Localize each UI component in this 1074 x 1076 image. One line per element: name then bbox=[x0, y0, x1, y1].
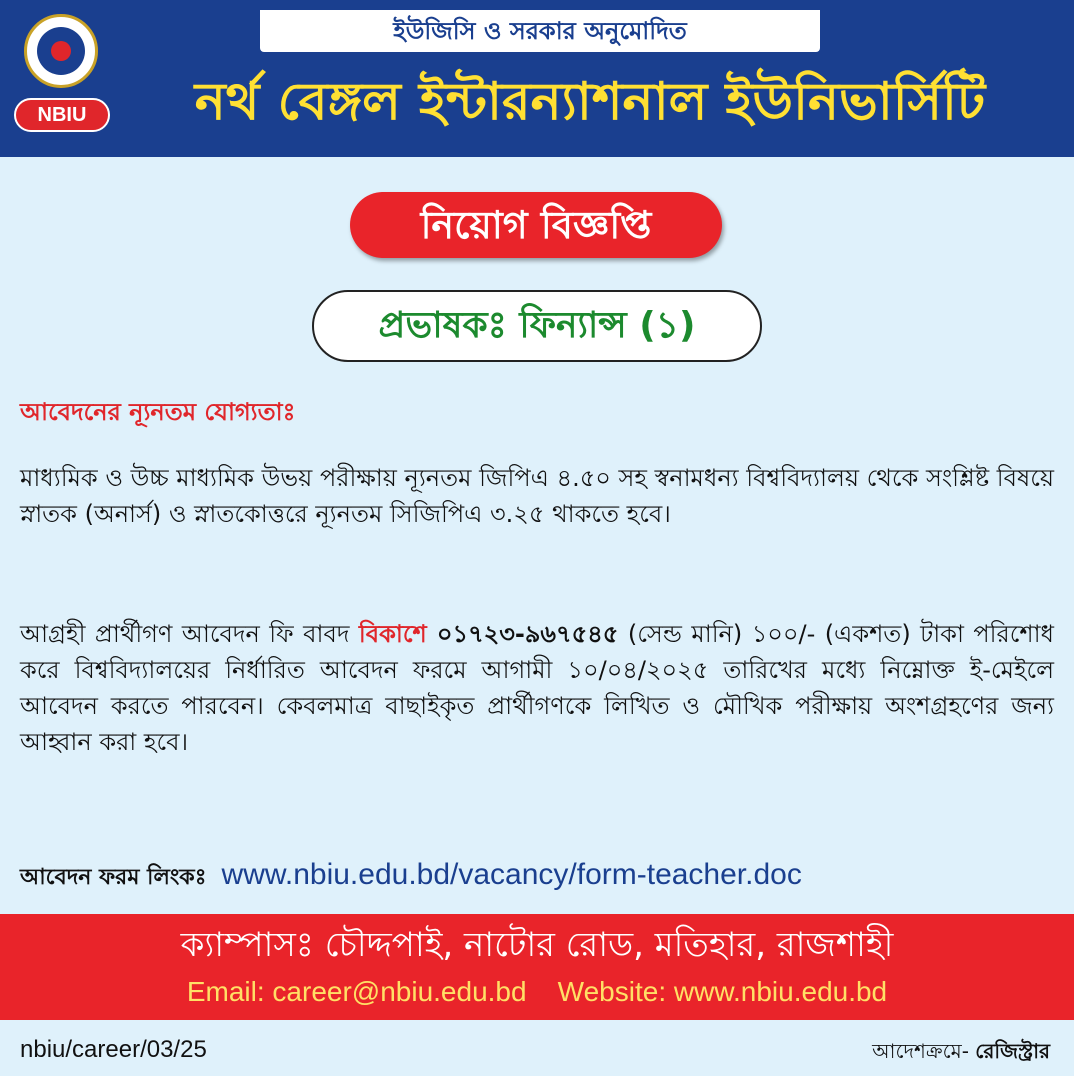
bkash-number: ০১৭২৩-৯৬৭৫৪৫ bbox=[426, 620, 619, 648]
application-text bbox=[20, 616, 1054, 760]
approval-banner: ইউজিসি ও সরকার অনুমোদিত bbox=[260, 10, 820, 52]
application-text-part1: আগ্রহী প্রার্থীগণ আবেদন ফি বাবদ bbox=[20, 620, 359, 648]
requirements-heading: আবেদনের ন্যূনতম যোগ্যতাঃ bbox=[20, 398, 296, 426]
header-banner bbox=[0, 0, 1074, 157]
logo-emblem-icon bbox=[24, 14, 98, 88]
notice-title: নিয়োগ বিজ্ঞপ্তি bbox=[350, 192, 722, 258]
form-link-label: আবেদন ফরম লিংকঃ bbox=[20, 865, 207, 890]
university-logo bbox=[14, 14, 110, 134]
requirements-text: মাধ্যমিক ও উচ্চ মাধ্যমিক উভয় পরীক্ষায় ন্যূনতম জিপিএ ৪.৫০ সহ স্বনামধন্য বিশ্ববিদ্যালয় থেকে সংশ্লিষ্ট বিষয়ে স্নাতক (অনার্স) ও স্নাতকোত্তরে ন্যূনতম সিজিপিএ ৩.২৫ থাকতে হবে। bbox=[20, 464, 1054, 528]
bkash-label: বিকাশে bbox=[358, 620, 427, 648]
footer-banner bbox=[0, 914, 1074, 1020]
signatory: রেজিস্ট্রার bbox=[975, 1039, 1050, 1063]
campus-address: ক্যাম্পাসঃ চৌদ্দপাই, নাটোর রোড, মতিহার, রাজশাহী bbox=[180, 925, 894, 965]
logo-badge: NBIU bbox=[14, 98, 110, 132]
contact-info: Email: career@nbiu.edu.bd Website: www.nbiu.edu.bd bbox=[186, 976, 888, 1007]
university-name: নর্থ বেঙ্গল ইন্টারন্যাশনাল ইউনিভার্সিটি bbox=[194, 72, 986, 132]
application-text-part2: (সেন্ড মানি) ১০০/- (একশত) টাকা পরিশোধ করে বিশ্ববিদ্যালয়ের নির্ধারিত আবেদন ফরমে আগামী ১০/০৪/২০২৫ তারিখের মধ্যে নিম্নোক্ত ই-মেইলে আবেদন করতে পারবেন। কেবলমাত্র বাছাইকৃত প্রার্থীগণকে লিখিত ও মৌখিক পরীক্ষায় অংশগ্রহণের জন্য আহ্বান করা হবে। bbox=[20, 620, 1054, 756]
form-link-url[interactable]: www.nbiu.edu.bd/vacancy/form-teacher.doc bbox=[221, 858, 802, 891]
reference-number: nbiu/career/03/25 bbox=[20, 1036, 207, 1063]
form-link-row bbox=[20, 858, 1060, 898]
order-line bbox=[872, 1034, 1050, 1068]
position-title: প্রভাষকঃ ফিন্যান্স (১) bbox=[312, 290, 762, 362]
order-prefix: আদেশক্রমে- bbox=[872, 1039, 976, 1063]
